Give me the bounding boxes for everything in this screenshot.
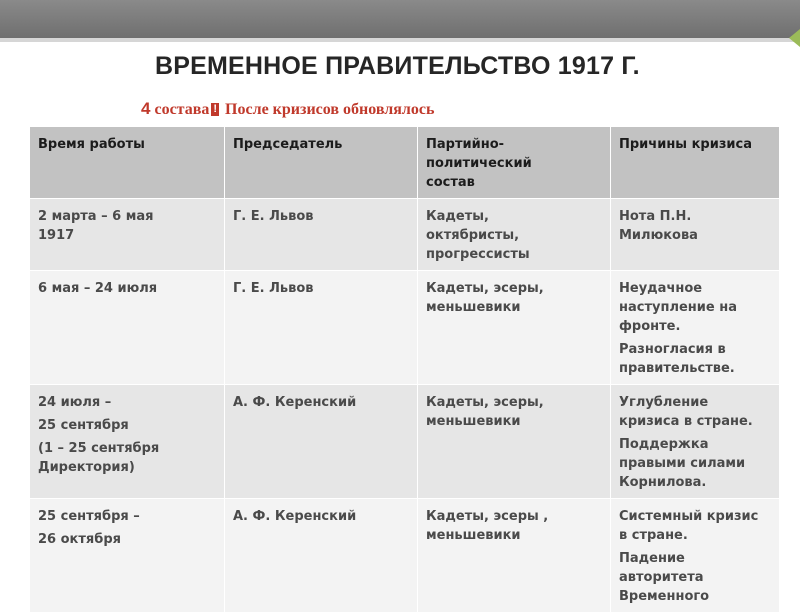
cell-paragraph: [38, 530, 216, 549]
cell-paragraph: [619, 393, 771, 431]
cell-line: Кадеты,: [426, 209, 489, 224]
subtitle-number: 4: [141, 99, 151, 118]
cell-line: 2 марта – 6 мая: [38, 209, 154, 224]
cell-line: правыми силами: [619, 456, 746, 471]
cell-period: [30, 271, 225, 385]
cell-line: меньшевики: [426, 528, 521, 543]
header-causes: [611, 127, 780, 199]
table-body: [30, 199, 780, 613]
cell-line: прогрессисты: [426, 247, 530, 262]
cell-line: авторитета: [619, 570, 704, 585]
cell-line: 26 октября: [38, 532, 121, 547]
cell-parties: [418, 199, 611, 271]
cell-line: правительстве.: [619, 361, 735, 376]
subtitle-word: состава: [154, 101, 210, 118]
header-line: Время работы: [38, 137, 145, 152]
subtitle-rest: После кризисов обновлялось: [225, 101, 435, 118]
top-bar: [0, 0, 800, 38]
cell-paragraph: [38, 279, 216, 298]
table-row: [30, 271, 780, 385]
cell-line: Милюкова: [619, 228, 698, 243]
cell-period: [30, 199, 225, 271]
header-line: Партийно-: [426, 137, 505, 152]
cell-line: (1 – 25 сентября: [38, 441, 160, 456]
slide-subtitle: [141, 99, 434, 119]
top-accent-stripe: [0, 38, 800, 42]
header-line: состав: [426, 175, 475, 190]
cell-paragraph: [619, 435, 771, 492]
exclamation-mark-icon: !: [213, 103, 218, 115]
cell-parties: [418, 271, 611, 385]
cell-period: [30, 385, 225, 499]
cell-line: 6 мая – 24 июля: [38, 281, 158, 296]
cell-line: Системный кризис: [619, 509, 759, 524]
table-row: [30, 499, 780, 613]
header-period: [30, 127, 225, 199]
cell-period: [30, 499, 225, 613]
table-row: [30, 385, 780, 499]
cell-line: кризиса в стране.: [619, 414, 753, 429]
cell-chairman: Г. Е. Львов: [225, 271, 418, 385]
cell-paragraph: [619, 207, 771, 245]
cell-causes: [611, 199, 780, 271]
cell-causes: [611, 499, 780, 613]
cell-paragraph: [619, 279, 771, 336]
cell-chairman: Г. Е. Львов: [225, 199, 418, 271]
cell-parties: [418, 499, 611, 613]
cell-line: Падение: [619, 551, 685, 566]
table-row: [30, 199, 780, 271]
header-line: Председатель: [233, 137, 343, 152]
cell-paragraph: [38, 439, 216, 477]
cell-paragraph: [38, 507, 216, 526]
green-arrow-icon: [789, 29, 800, 47]
cell-chairman: А. Ф. Керенский: [225, 499, 418, 613]
header-line: Причины кризиса: [619, 137, 752, 152]
slide-title: ВРЕМЕННОЕ ПРАВИТЕЛЬСТВО 1917 Г.: [155, 52, 640, 80]
header-line: политический: [426, 156, 532, 171]
cell-causes: [611, 271, 780, 385]
cell-line: 24 июля –: [38, 395, 112, 410]
cell-line: меньшевики: [426, 414, 521, 429]
cell-causes: [611, 385, 780, 499]
cell-parties: [418, 385, 611, 499]
cell-paragraph: [38, 416, 216, 435]
cell-line: Временного: [619, 589, 710, 604]
cell-line: октябристы,: [426, 228, 520, 243]
cell-paragraph: [619, 507, 771, 545]
cell-line: Неудачное: [619, 281, 703, 296]
cell-line: меньшевики: [426, 300, 521, 315]
cell-paragraph: [38, 207, 216, 245]
cell-line: Разногласия в: [619, 342, 726, 357]
cell-line: Корнилова.: [619, 475, 707, 490]
table-header-row: [30, 127, 780, 199]
header-chairman: [225, 127, 418, 199]
cell-paragraph: [619, 549, 771, 606]
cell-line: 25 сентября –: [38, 509, 140, 524]
cell-paragraph: [38, 393, 216, 412]
cell-line: Кадеты, эсеры ,: [426, 509, 549, 524]
cell-line: наступление на: [619, 300, 737, 315]
cell-paragraph: [619, 340, 771, 378]
header-parties: [418, 127, 611, 199]
cell-line: Кадеты, эсеры,: [426, 281, 544, 296]
government-table: [29, 126, 780, 613]
cell-line: фронте.: [619, 319, 681, 334]
cell-line: в стране.: [619, 528, 688, 543]
cell-line: 25 сентября: [38, 418, 129, 433]
cell-line: 1917: [38, 228, 75, 243]
cell-chairman: А. Ф. Керенский: [225, 385, 418, 499]
cell-line: Директория): [38, 460, 135, 475]
cell-line: Нота П.Н.: [619, 209, 692, 224]
cell-line: Углубление: [619, 395, 709, 410]
cell-line: Кадеты, эсеры,: [426, 395, 544, 410]
cell-line: Поддержка: [619, 437, 709, 452]
